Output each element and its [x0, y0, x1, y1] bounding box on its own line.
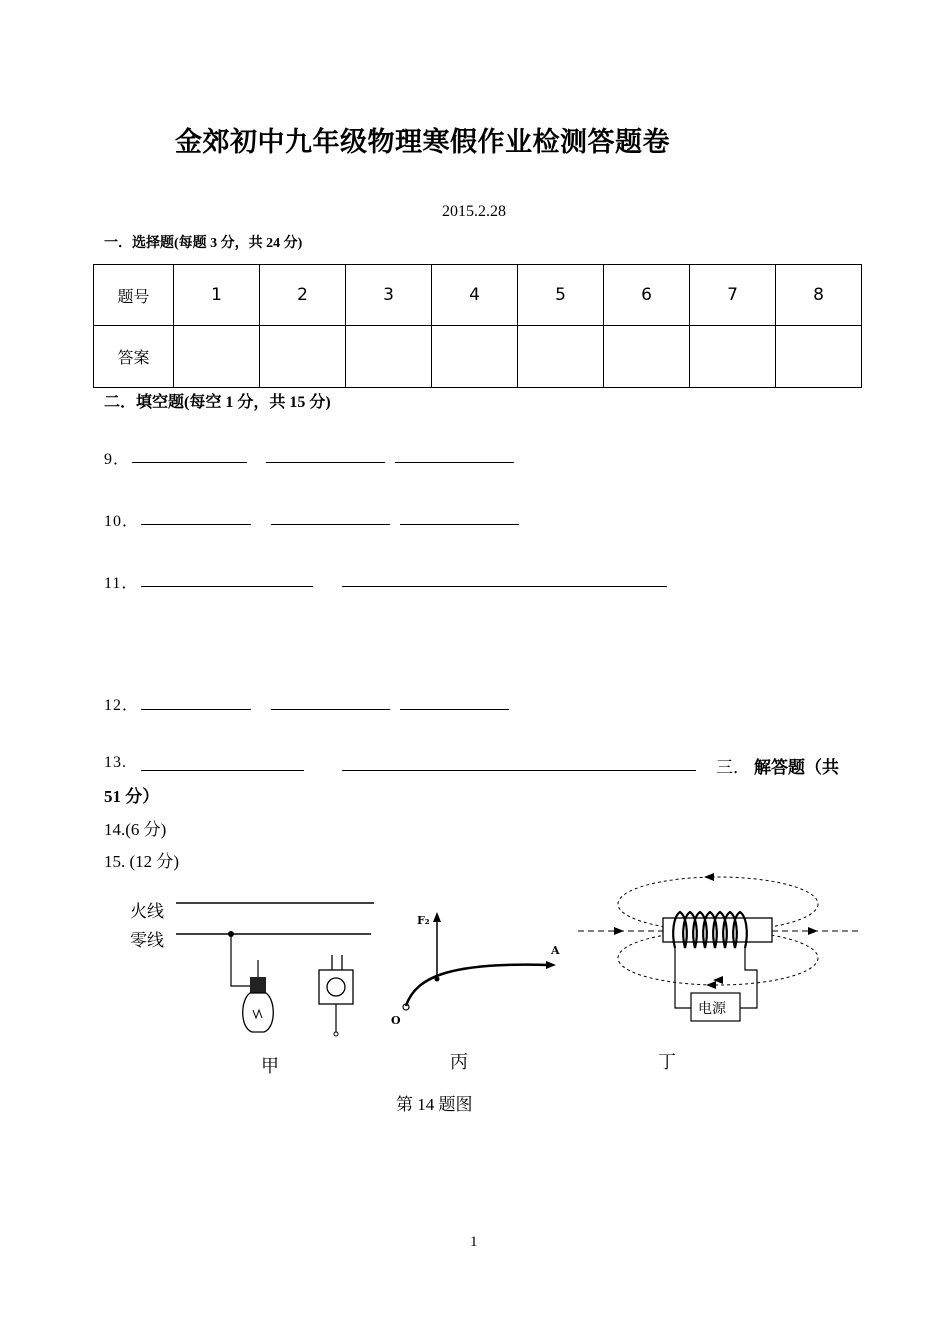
light-bulb-icon	[243, 977, 274, 1032]
question-15-label: 15. (12 分)	[104, 852, 180, 871]
question-9-label: 9．	[104, 451, 131, 468]
answer-cell-8[interactable]	[776, 326, 862, 388]
answer-cell-2[interactable]	[260, 326, 346, 388]
point-a-label: A	[551, 944, 560, 957]
answer-blank[interactable]	[141, 770, 304, 771]
answer-cell-5[interactable]	[518, 326, 604, 388]
section-fill-blank-heading: 二．填空题(每空 1 分，共 15 分)	[104, 394, 331, 411]
page-number: 1	[470, 1234, 478, 1250]
neutral-wire-label: 零线	[130, 931, 164, 951]
figure-label-ding: 丁	[658, 1052, 676, 1073]
socket-icon	[319, 955, 353, 1036]
answer-blank[interactable]	[271, 524, 390, 525]
question-14-label: 14.(6 分)	[104, 820, 167, 839]
force-f2-label: F₂	[417, 914, 430, 927]
answer-blank[interactable]	[141, 586, 313, 587]
question-11-label: 11．	[104, 575, 139, 592]
figure-label-jia: 甲	[261, 1056, 279, 1077]
answer-blank[interactable]	[400, 524, 519, 525]
point-o-label: O	[391, 1014, 401, 1027]
answer-blank[interactable]	[132, 462, 247, 463]
question-12-label: 12．	[104, 697, 140, 714]
answer-table	[93, 264, 862, 388]
table-header-question-number: 题号	[94, 265, 174, 326]
section-multiple-choice-heading: 一．选择题(每题 3 分，共 24 分)	[104, 236, 303, 251]
answer-blank[interactable]	[141, 524, 251, 525]
section-answer-heading: 解答题（共	[754, 758, 839, 777]
live-wire-label: 火线	[130, 902, 164, 922]
table-cell-number: 2	[260, 265, 346, 326]
power-source-label: 电源	[698, 1001, 726, 1017]
page-title: 金郊初中九年级物理寒假作业检测答题卷	[175, 127, 670, 158]
table-cell-number: 5	[518, 265, 604, 326]
answer-cell-7[interactable]	[690, 326, 776, 388]
section-answer-heading-prefix: 三．	[716, 758, 750, 777]
answer-blank[interactable]	[342, 770, 696, 771]
answer-cell-3[interactable]	[346, 326, 432, 388]
table-cell-number: 4	[432, 265, 518, 326]
figure-caption: 第 14 题图	[396, 1095, 473, 1114]
figure-label-bing: 丙	[450, 1052, 468, 1073]
table-header-answer: 答案	[94, 326, 174, 388]
exam-date: 2015.2.28	[442, 203, 506, 220]
table-cell-number: 7	[690, 265, 776, 326]
question-13-label: 13.	[104, 754, 127, 771]
answer-cell-1[interactable]	[174, 326, 260, 388]
solenoid-diagram	[578, 873, 858, 1021]
question-10-label: 10．	[104, 513, 140, 530]
table-cell-number: 6	[604, 265, 690, 326]
lever-diagram	[391, 912, 560, 1027]
answer-blank[interactable]	[395, 462, 514, 463]
answer-blank[interactable]	[266, 462, 385, 463]
table-row	[94, 265, 862, 326]
table-cell-number: 1	[174, 265, 260, 326]
lamp-wire	[231, 934, 250, 986]
table-cell-number: 3	[346, 265, 432, 326]
figure-14	[0, 860, 950, 1060]
table-cell-number: 8	[776, 265, 862, 326]
answer-blank[interactable]	[141, 709, 251, 710]
answer-blank[interactable]	[400, 709, 509, 710]
answer-blank[interactable]	[271, 709, 390, 710]
answer-cell-4[interactable]	[432, 326, 518, 388]
section-answer-heading-cont: 51 分）	[104, 787, 160, 806]
answer-cell-6[interactable]	[604, 326, 690, 388]
table-row	[94, 326, 862, 388]
answer-blank[interactable]	[342, 586, 667, 587]
